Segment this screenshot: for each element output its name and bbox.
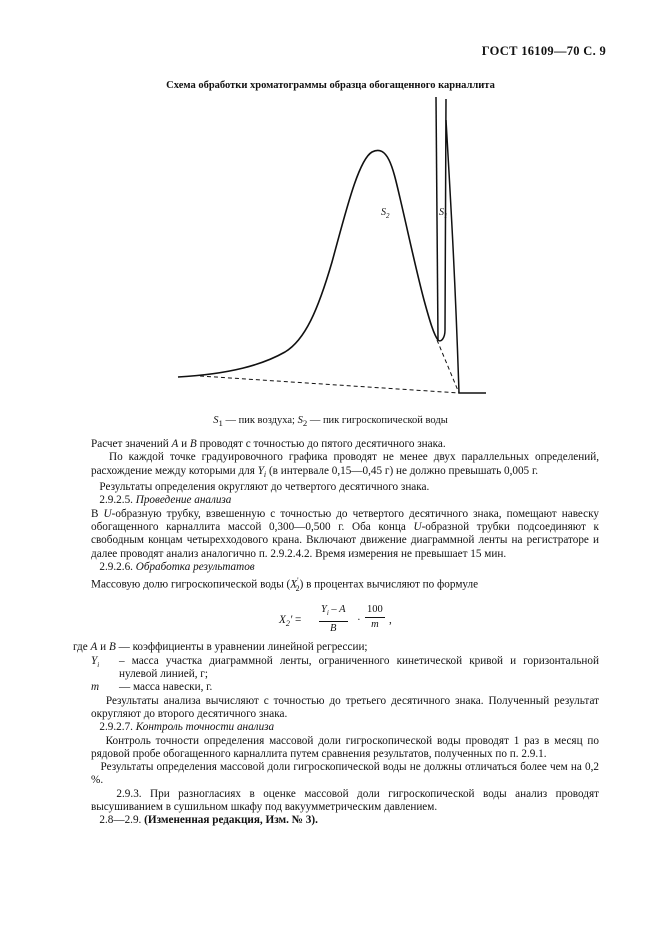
para-9: 2.9.3. При разногласиях в оценке массовой доли гигроскопической воды анализ проводят высушиванием в сушильном шкафу под вакуумметрическим давлением.: [91, 787, 600, 814]
def-yi: $Y_i$ – масса участка диаграммной ленты, ограниченного кинетической кривой и горизонтальной нулевой линией, г;: [91, 654, 599, 681]
para-1: Расчет значений A и B проводят с точностью до пятого десятичного знака.: [91, 438, 446, 450]
section-2925: 2.9.2.5. Проведение анализа: [99, 494, 232, 507]
formula-fraction-2: $\frac{100}{m}$: [367, 604, 383, 630]
dashed-s1-baseline: [437, 340, 459, 393]
para-8: Результаты определения массовой доли гигроскопической воды не должны отличаться более чем на 0,2 %.: [91, 761, 599, 787]
s1-label: $S_1$: [439, 207, 448, 220]
formula-fraction-1: $\frac{Y_i - A}{B}$: [321, 604, 346, 634]
figure-title: Схема обработки хроматограммы образца обогащенного карналлита: [166, 80, 495, 91]
s1-peak-tail: [446, 120, 486, 393]
definitions: [73, 641, 599, 694]
formula: [91, 601, 599, 637]
para-6: Результаты анализа вычисляют с точностью до третьего десятичного знака. Полученный результат округляют до второго десятичного знака.: [91, 694, 600, 720]
figure-caption: $S_1$ — пик воздуха; $S_2$ — пик гигроскопической воды: [213, 415, 448, 429]
body-text: [73, 438, 600, 828]
dashed-baseline: [200, 376, 459, 393]
def-m: m — масса навески, г.: [91, 681, 213, 694]
s2-label: $S_2$: [381, 207, 390, 220]
section-2926: 2.9.2.6. Обработка результатов: [99, 560, 255, 573]
section-2927: 2.9.2.7. Контроль точности анализа: [99, 721, 275, 734]
para-4: В U-образную трубку, взвешенную с точностью до четвертого десятичного знака, помещают навеску обогащенного карналлита массой 0,300—0,500 г. Оба конца U-образной трубки подсоединяют к свободным концам четырехходового крана. Включают движение диаграммной ленты на регистраторе и далее проводят анализ аналогично п. 2.9.2.4.2. Время измерения не превышает 15 мин.: [91, 507, 599, 560]
formula-lhs: $X_2'$ =: [279, 614, 302, 629]
s1-peak-descent: [436, 97, 438, 340]
para-2: По каждой точке градуировочного графика проводят не менее двух параллельных определений, расхождение между которыми для $Y_i$ (в интервале 0,15—0,45 г) не должно превышать 0,005 г.: [91, 451, 599, 479]
para-10: 2.8—2.9. (Измененная редакция, Изм. № 3).: [99, 814, 318, 827]
formula-comma: ,: [389, 614, 392, 627]
para-5: Массовую долю гигроскопической воды $(X'_2)$ в процентах вычисляют по формуле: [91, 576, 479, 594]
s2-peak-curve: [178, 150, 438, 377]
para-7: Контроль точности определения массовой доли гигроскопической воды проводят 1 раз в месяц по рядовой пробе обогащенного карналлита путем сравнения результатов, полученных по п. 2.9.1.: [91, 734, 600, 760]
formula-dot: ·: [357, 614, 361, 627]
page-header: ГОСТ 16109—70 С. 9: [481, 44, 606, 58]
def-a-b: где A и B — коэффициенты в уравнении линейной регрессии;: [73, 641, 368, 654]
para-3: Результаты определения округляют до четвертого десятичного знака.: [99, 481, 430, 494]
